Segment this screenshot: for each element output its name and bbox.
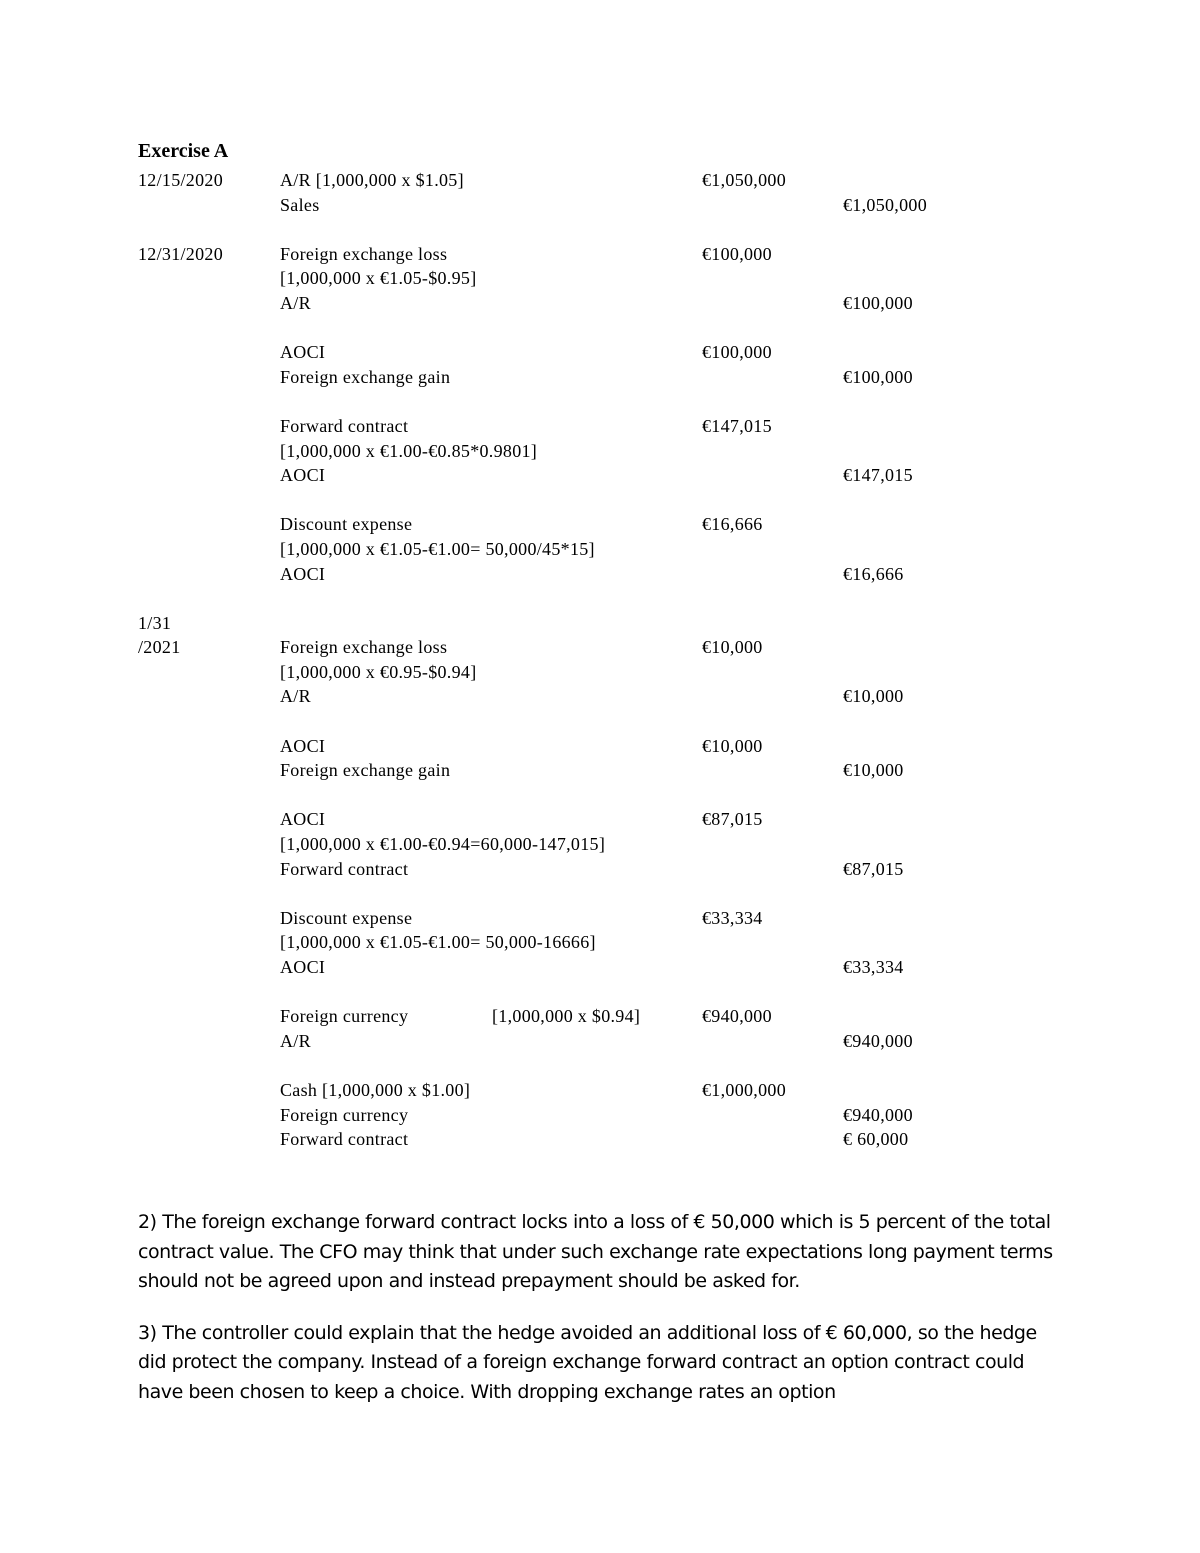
journal-entry <box>138 414 1018 488</box>
account-name: [1,000,000 x €1.05-€1.00= 50,000/45*15] <box>280 538 595 559</box>
credit-amount: €940,000 <box>843 1104 913 1125</box>
journal-line <box>138 684 1018 709</box>
account-name: [1,000,000 x €1.05-$0.95] <box>280 268 477 289</box>
journal-entry <box>138 340 1018 389</box>
account-name: [1,000,000 x €1.00-€0.94=60,000-147,015] <box>280 834 606 855</box>
account-name: Foreign currency <box>280 1006 409 1027</box>
journal-entry <box>138 512 1018 586</box>
debit-amount: €16,666 <box>702 514 763 535</box>
journal-line <box>138 832 1018 857</box>
entry-date: 12/31/2020 <box>138 243 224 264</box>
account-name: A/R <box>280 686 311 707</box>
account-name: [1,000,000 x €1.05-€1.00= 50,000-16666] <box>280 932 596 953</box>
credit-amount: €33,334 <box>843 957 904 977</box>
account-name: A/R <box>280 292 311 313</box>
credit-amount: €16,666 <box>843 563 904 584</box>
journal-line <box>138 242 1018 267</box>
debit-amount: €10,000 <box>702 637 763 658</box>
journal-entry <box>138 906 1018 980</box>
credit-amount: €1,050,000 <box>843 194 927 215</box>
journal-line <box>138 193 1018 218</box>
journal-line <box>138 734 1018 759</box>
credit-amount: €10,000 <box>843 686 904 707</box>
journal-line <box>138 291 1018 316</box>
journal-line <box>138 857 1018 882</box>
calculation-note: [1,000,000 x $0.94] <box>492 1006 641 1027</box>
credit-amount: €147,015 <box>843 465 913 486</box>
account-name: [1,000,000 x €1.00-€0.85*0.9801] <box>280 440 538 461</box>
journal-entry <box>138 168 1018 217</box>
account-name: Sales <box>280 194 320 215</box>
journal-entry <box>138 1004 1018 1053</box>
exercise-title: Exercise A <box>138 140 229 162</box>
journal-line <box>138 1078 1018 1103</box>
journal-line <box>138 512 1018 537</box>
journal-line <box>138 906 1018 931</box>
account-name: Forward contract <box>280 415 409 436</box>
account-name: [1,000,000 x €0.95-$0.94] <box>280 661 477 682</box>
journal-line <box>138 414 1018 439</box>
journal-line <box>138 611 1018 636</box>
account-name: Foreign exchange gain <box>280 366 451 387</box>
journal-line <box>138 758 1018 783</box>
credit-amount: €100,000 <box>843 366 913 387</box>
debit-amount: €147,015 <box>702 415 772 436</box>
answers-section <box>138 1208 1058 1429</box>
debit-amount: €940,000 <box>702 1006 772 1027</box>
account-name: Forward contract <box>280 858 409 879</box>
journal-line <box>138 1127 1018 1152</box>
journal-entry <box>138 611 1018 709</box>
account-name: Foreign currency <box>280 1104 409 1125</box>
journal-line <box>138 955 1018 980</box>
journal-line <box>138 439 1018 464</box>
journal-line <box>138 463 1018 488</box>
account-name: AOCI <box>280 809 326 830</box>
account-name: A/R [1,000,000 x $1.05] <box>280 170 464 190</box>
account-name: AOCI <box>280 563 326 584</box>
journal-line <box>138 537 1018 562</box>
account-name: AOCI <box>280 957 326 977</box>
debit-amount: €100,000 <box>702 243 772 264</box>
credit-amount: €940,000 <box>843 1030 913 1051</box>
account-name: AOCI <box>280 342 326 363</box>
journal-line <box>138 807 1018 832</box>
account-name: AOCI <box>280 735 326 756</box>
entry-date: 12/15/2020 <box>138 170 224 190</box>
journal-entry <box>138 807 1018 881</box>
debit-amount: €87,015 <box>702 809 763 830</box>
debit-amount: €1,050,000 <box>702 170 786 190</box>
debit-amount: €33,334 <box>702 907 763 928</box>
account-name: Discount expense <box>280 514 413 535</box>
credit-amount: €87,015 <box>843 858 904 879</box>
entry-date: /2021 <box>138 637 181 658</box>
debit-amount: €1,000,000 <box>702 1079 786 1100</box>
journal-entries <box>138 168 1018 1176</box>
account-name: Foreign exchange gain <box>280 760 451 781</box>
journal-line <box>138 365 1018 390</box>
account-name: Foreign exchange loss <box>280 243 448 264</box>
journal-line <box>138 660 1018 685</box>
account-name: A/R <box>280 1030 311 1051</box>
journal-line <box>138 1103 1018 1128</box>
journal-entry <box>138 734 1018 783</box>
journal-entry <box>138 242 1018 316</box>
journal-line <box>138 340 1018 365</box>
journal-line <box>138 1004 1018 1029</box>
journal-line <box>138 562 1018 587</box>
debit-amount: €10,000 <box>702 735 763 756</box>
journal-line <box>138 168 1018 193</box>
journal-line <box>138 266 1018 291</box>
account-name: Forward contract <box>280 1129 409 1150</box>
account-name: AOCI <box>280 465 326 486</box>
credit-amount: €100,000 <box>843 292 913 313</box>
entry-date: 1/31 <box>138 612 172 633</box>
credit-amount: € 60,000 <box>843 1129 909 1150</box>
journal-line <box>138 635 1018 660</box>
debit-amount: €100,000 <box>702 342 772 363</box>
credit-amount: €10,000 <box>843 760 904 781</box>
account-name: Foreign exchange loss <box>280 637 448 658</box>
answer-paragraph: 3) The controller could explain that the hedge avoided an additional loss of € 60,000, so the hedge did protect the company. Instead of a foreign exchange forward contract an option contract could have been chosen to keep a choice. With dropping exchange rates an option <box>138 1321 1037 1403</box>
journal-entry <box>138 1078 1018 1152</box>
account-name: Cash [1,000,000 x $1.00] <box>280 1079 471 1100</box>
answer-paragraph: 2) The foreign exchange forward contract locks into a loss of € 50,000 which is 5 percent of the total contract value. The CFO may think that under such exchange rate expectations long payment terms should not be agreed upon and instead prepayment should be asked for. <box>138 1211 1053 1292</box>
journal-line <box>138 1029 1018 1054</box>
account-name: Discount expense <box>280 907 413 928</box>
journal-line <box>138 930 1018 955</box>
